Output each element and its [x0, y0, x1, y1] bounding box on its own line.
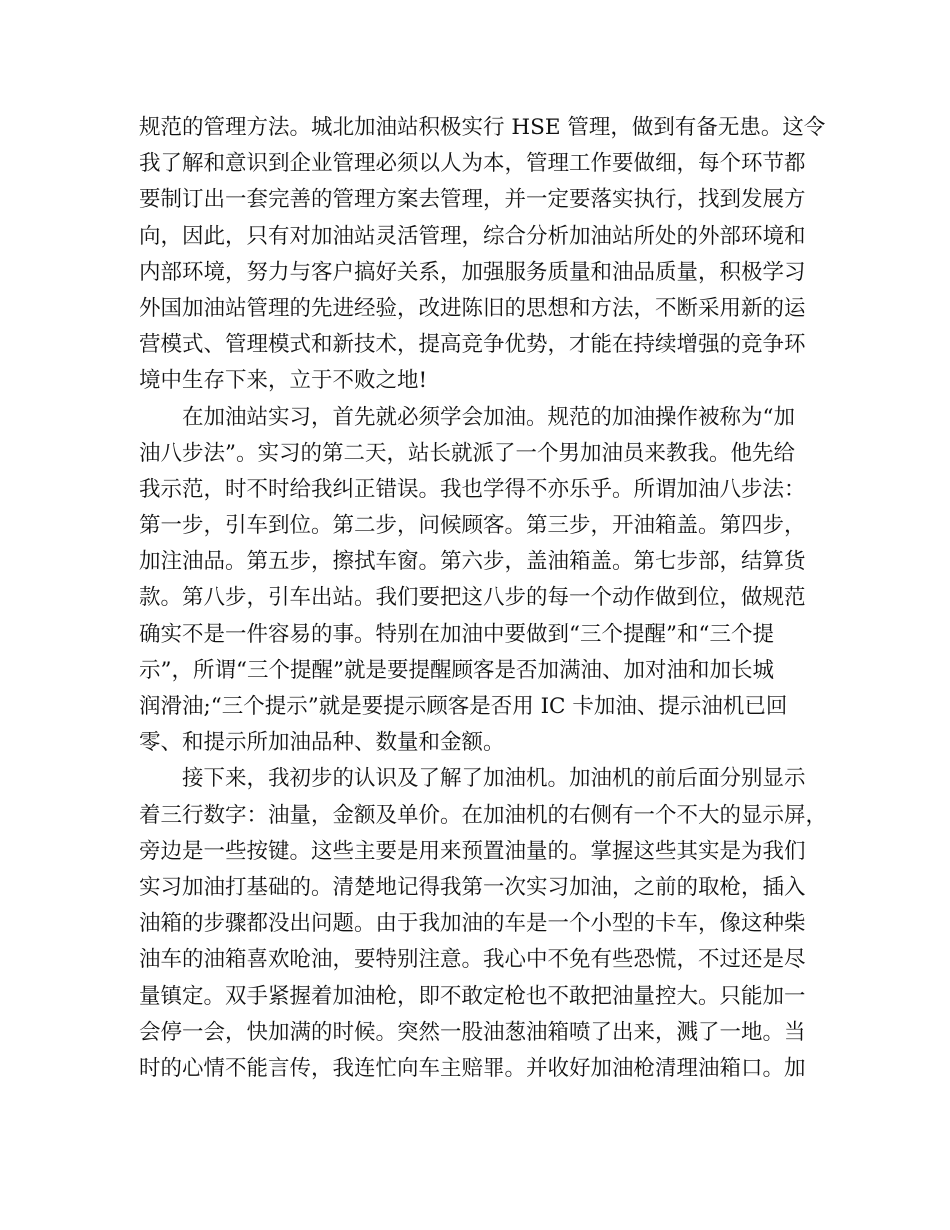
- text-line: 我示范，时不时给我纠正错误。我也学得不亦乐乎。所谓加油八步法：: [139, 476, 806, 502]
- text-line: 会停一会，快加满的时候。突然一股油葱油箱喷了出来，溅了一地。当: [139, 1019, 806, 1045]
- text-line: 着三行数字：油量，金额及单价。在加油机的右侧有一个不大的显示屏，: [139, 802, 828, 828]
- text-line: 我了解和意识到企业管理必须以人为本，管理工作要做细，每个环节都: [139, 151, 806, 177]
- text-line: 油箱的步骤都没出问题。由于我加油的车是一个小型的卡车，像这种柴: [139, 911, 806, 937]
- text-line: 润滑油;“三个提示”就是要提示顾客是否用 IC 卡加油、提示油机已回: [139, 694, 788, 719]
- text-line: 境中生存下来，立于不败之地!: [139, 368, 428, 394]
- text-line: 内部环境，努力与客户搞好关系，加强服务质量和油品质量，积极学习: [139, 259, 806, 285]
- text-line: 营模式、管理模式和新技术，提高竞争优势，才能在持续增强的竞争环: [139, 332, 806, 358]
- text-line: 外国加油站管理的先进经验，改进陈旧的思想和方法，不断采用新的运: [139, 295, 806, 321]
- text-line: 接下来，我初步的认识及了解了加油机。加油机的前后面分别显示: [139, 766, 806, 792]
- text-line: 量镇定。双手紧握着加油枪，即不敢定枪也不敢把油量控大。只能加一: [139, 983, 806, 1009]
- text-line: 在加油站实习，首先就必须学会加油。规范的加油操作被称为“加: [139, 404, 795, 430]
- text-line: 油八步法”。实习的第二天，站长就派了一个男加油员来教我。他先给: [139, 440, 795, 466]
- text-line: 加注油品。第五步，擦拭车窗。第六步，盖油箱盖。第七步部，结算货: [139, 549, 806, 575]
- text-line: 规范的管理方法。城北加油站积极实行 HSE 管理，做到有备无患。这令: [139, 115, 826, 140]
- text-line: 确实不是一件容易的事。特别在加油中要做到“三个提醒”和“三个提: [139, 621, 774, 647]
- text-line: 向，因此，只有对加油站灵活管理，综合分析加油站所处的外部环境和: [139, 223, 806, 249]
- text-line: 示”，所谓“三个提醒”就是要提醒顾客是否加满油、加对油和加长城: [139, 657, 774, 683]
- text-line: 零、和提示所加油品种、数量和金额。: [139, 730, 505, 756]
- text-line: 时的心情不能言传，我连忙向车主赔罪。并收好加油枪清理油箱口。加: [139, 1055, 806, 1081]
- text-line: 油车的油箱喜欢呛油，要特别注意。我心中不免有些恐慌，不过还是尽: [139, 947, 806, 973]
- text-line: 第一步，引车到位。第二步，问候顾客。第三步，开油箱盖。第四步，: [139, 513, 806, 539]
- text-line: 要制订出一套完善的管理方案去管理，并一定要落实执行，找到发展方: [139, 187, 806, 213]
- body-text: [139, 110, 829, 1087]
- text-line: 旁边是一些按键。这些主要是用来预置油量的。掌握这些其实是为我们: [139, 838, 806, 864]
- text-line: 款。第八步，引车出站。我们要把这八步的每一个动作做到位，做规范: [139, 585, 806, 611]
- text-line: 实习加油打基础的。清楚地记得我第一次实习加油，之前的取枪，插入: [139, 874, 806, 900]
